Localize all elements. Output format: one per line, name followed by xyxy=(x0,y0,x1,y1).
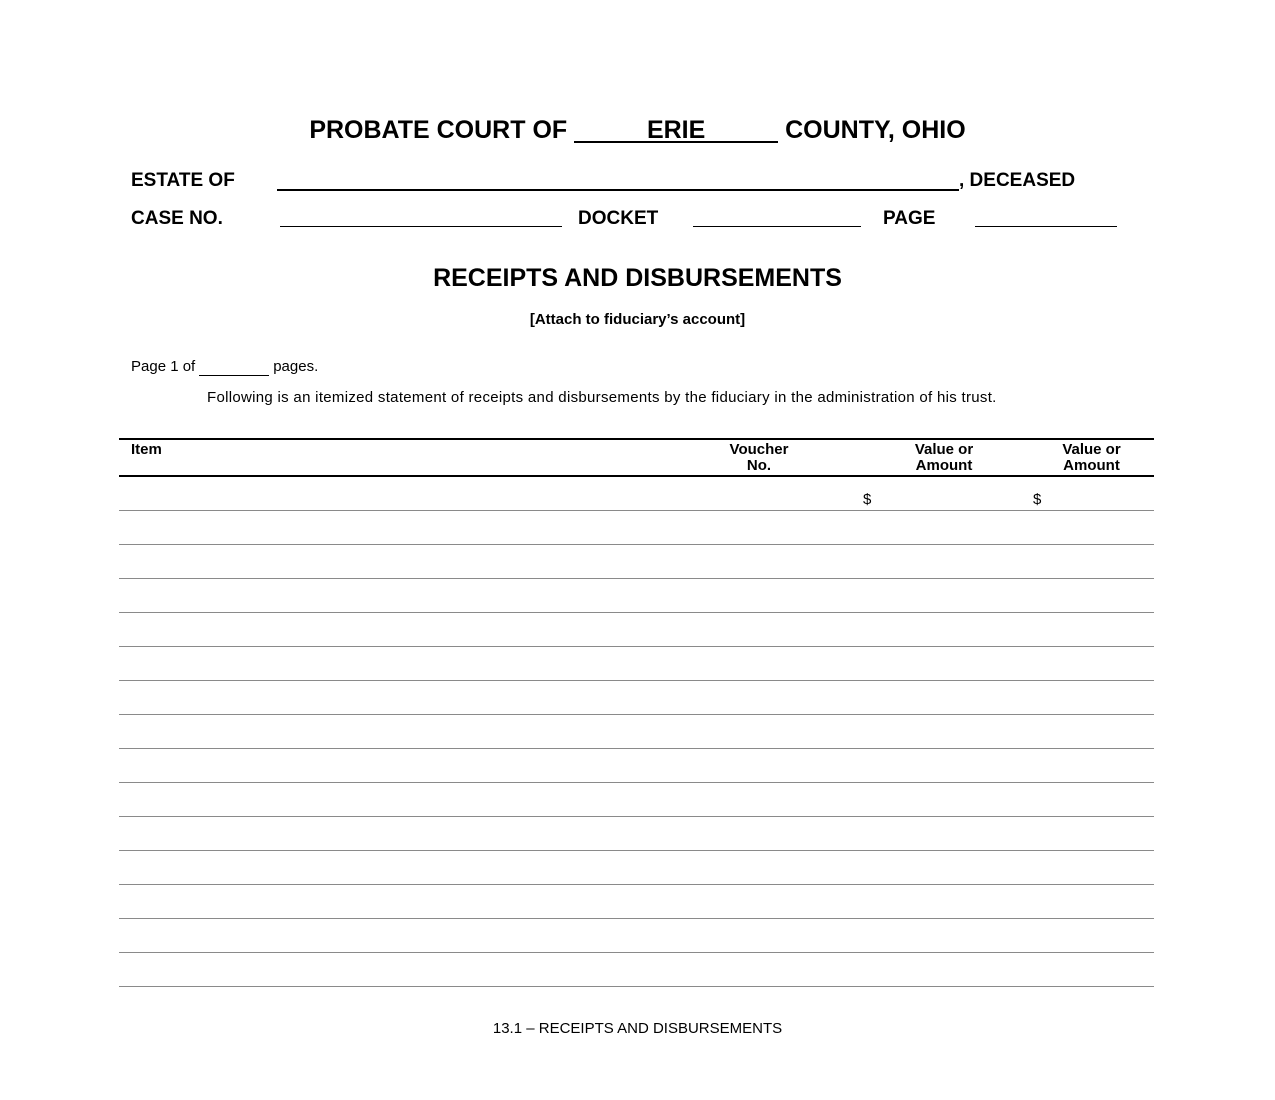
table-row[interactable] xyxy=(119,476,1154,511)
item-cell[interactable] xyxy=(119,749,659,783)
voucher-cell[interactable] xyxy=(659,476,859,511)
table-row[interactable] xyxy=(119,919,1154,953)
voucher-column-header: Voucher No. xyxy=(659,439,859,476)
item-cell[interactable] xyxy=(119,579,659,613)
table-row[interactable] xyxy=(119,885,1154,919)
amount-cell[interactable] xyxy=(1029,511,1154,545)
table-row[interactable] xyxy=(119,545,1154,579)
case-number-label: CASE NO. xyxy=(131,208,223,229)
item-column-header: Item xyxy=(119,439,659,476)
amount-cell[interactable] xyxy=(1029,885,1154,919)
item-cell[interactable] xyxy=(119,851,659,885)
table-row[interactable] xyxy=(119,817,1154,851)
amount-cell[interactable] xyxy=(859,953,1029,987)
table-row[interactable] xyxy=(119,783,1154,817)
amount-cell[interactable] xyxy=(1029,647,1154,681)
ledger-header-row xyxy=(119,439,1154,476)
page-label: PAGE xyxy=(883,208,936,229)
table-row[interactable] xyxy=(119,851,1154,885)
dollar-sign: $ xyxy=(863,491,872,508)
estate-name-field[interactable] xyxy=(277,189,959,191)
amount-cell[interactable] xyxy=(859,885,1029,919)
voucher-cell[interactable] xyxy=(659,579,859,613)
form-title: RECEIPTS AND DISBURSEMENTS xyxy=(433,264,842,292)
voucher-cell[interactable] xyxy=(659,885,859,919)
item-cell[interactable] xyxy=(119,885,659,919)
form-footer: 13.1 – RECEIPTS AND DISBURSEMENTS xyxy=(492,1020,783,1037)
page-count-prefix: Page 1 of xyxy=(131,358,196,375)
statement-text: Following is an itemized statement of receipts and disbursements by the fiduciary in the administration of his trust. xyxy=(207,389,997,406)
amount-cell[interactable] xyxy=(1029,545,1154,579)
amount-cell[interactable] xyxy=(859,511,1029,545)
value-column-header-2: Value or Amount xyxy=(1029,439,1154,476)
amount-cell[interactable] xyxy=(859,919,1029,953)
amount-cell[interactable] xyxy=(1029,715,1154,749)
table-row[interactable] xyxy=(119,613,1154,647)
item-cell[interactable] xyxy=(119,613,659,647)
amount-cell[interactable] xyxy=(1029,681,1154,715)
total-pages-field[interactable] xyxy=(199,358,269,376)
amount-cell[interactable] xyxy=(1029,579,1154,613)
page-field[interactable] xyxy=(975,226,1117,227)
item-cell[interactable] xyxy=(119,715,659,749)
amount-cell[interactable] xyxy=(859,681,1029,715)
amount-cell[interactable] xyxy=(1029,749,1154,783)
court-suffix: COUNTY, OHIO xyxy=(785,116,966,144)
amount-cell[interactable] xyxy=(859,476,1029,511)
county-field[interactable]: ERIE xyxy=(574,119,778,143)
item-cell[interactable] xyxy=(119,511,659,545)
page-count-suffix: pages. xyxy=(273,358,319,375)
voucher-cell[interactable] xyxy=(659,851,859,885)
voucher-cell[interactable] xyxy=(659,919,859,953)
item-cell[interactable] xyxy=(119,476,659,511)
table-row[interactable] xyxy=(119,681,1154,715)
case-number-field[interactable] xyxy=(280,226,562,227)
amount-cell[interactable] xyxy=(859,783,1029,817)
amount-cell[interactable] xyxy=(1029,817,1154,851)
amount-cell[interactable] xyxy=(859,545,1029,579)
item-cell[interactable] xyxy=(119,681,659,715)
value-column-header-1: Value or Amount xyxy=(859,439,1029,476)
estate-label: ESTATE OF xyxy=(131,170,235,191)
court-title xyxy=(0,116,1275,145)
page-count-line xyxy=(131,358,318,376)
table-row[interactable] xyxy=(119,749,1154,783)
dollar-sign: $ xyxy=(1033,491,1042,508)
voucher-cell[interactable] xyxy=(659,681,859,715)
voucher-cell[interactable] xyxy=(659,511,859,545)
item-cell[interactable] xyxy=(119,919,659,953)
amount-cell[interactable] xyxy=(859,851,1029,885)
amount-cell[interactable] xyxy=(859,647,1029,681)
voucher-cell[interactable] xyxy=(659,817,859,851)
voucher-cell[interactable] xyxy=(659,749,859,783)
amount-cell[interactable] xyxy=(1029,476,1154,511)
ledger-table xyxy=(119,438,1154,987)
item-cell[interactable] xyxy=(119,647,659,681)
amount-cell[interactable] xyxy=(1029,613,1154,647)
amount-cell[interactable] xyxy=(859,817,1029,851)
docket-field[interactable] xyxy=(693,226,861,227)
amount-cell[interactable] xyxy=(859,749,1029,783)
amount-cell[interactable] xyxy=(1029,783,1154,817)
table-row[interactable] xyxy=(119,647,1154,681)
amount-cell[interactable] xyxy=(1029,953,1154,987)
amount-cell[interactable] xyxy=(859,579,1029,613)
table-row[interactable] xyxy=(119,579,1154,613)
table-row[interactable] xyxy=(119,511,1154,545)
amount-cell[interactable] xyxy=(1029,919,1154,953)
table-row[interactable] xyxy=(119,953,1154,987)
court-prefix: PROBATE COURT OF xyxy=(309,116,568,144)
amount-cell[interactable] xyxy=(859,715,1029,749)
deceased-label: , DECEASED xyxy=(959,170,1076,191)
item-cell[interactable] xyxy=(119,545,659,579)
item-cell[interactable] xyxy=(119,953,659,987)
item-cell[interactable] xyxy=(119,783,659,817)
voucher-cell[interactable] xyxy=(659,953,859,987)
voucher-cell[interactable] xyxy=(659,613,859,647)
amount-cell[interactable] xyxy=(859,613,1029,647)
voucher-cell[interactable] xyxy=(659,715,859,749)
form-subtitle: [Attach to fiduciary’s account] xyxy=(529,311,746,328)
docket-label: DOCKET xyxy=(578,208,659,229)
table-row[interactable] xyxy=(119,715,1154,749)
item-cell[interactable] xyxy=(119,817,659,851)
voucher-cell[interactable] xyxy=(659,783,859,817)
voucher-cell[interactable] xyxy=(659,647,859,681)
voucher-cell[interactable] xyxy=(659,545,859,579)
amount-cell[interactable] xyxy=(1029,851,1154,885)
